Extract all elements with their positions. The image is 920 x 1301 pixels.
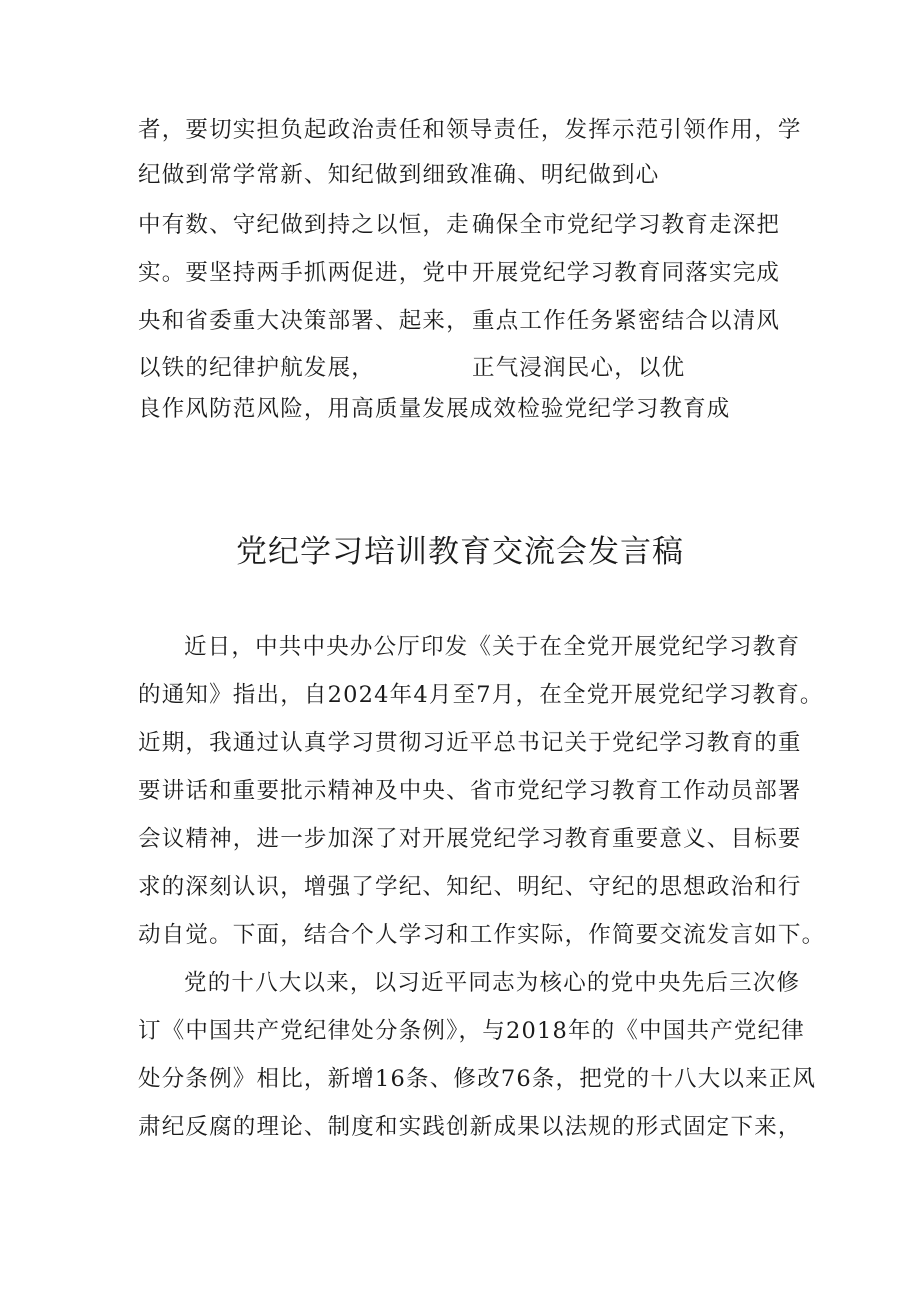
left-column-line: 中有数、守纪做到持之以恒，走 — [138, 212, 470, 238]
paragraph-line: 的通知》指出，自2024年4月至7月，在全党开展党纪学习教育。 — [138, 682, 824, 708]
right-column-line: 正气浸润民心，以优 — [472, 355, 686, 381]
paragraph-line: 动自觉。下面，结合个人学习和工作实际，作简要交流发言如下。 — [138, 922, 826, 948]
paragraph-line: 近日，中共中央办公厅印发《关于在全党开展党纪学习教育 — [184, 634, 801, 660]
paragraph-line: 肃纪反腐的理论、制度和实践创新成果以法规的形式固定下来， — [138, 1114, 802, 1140]
right-column-line: 确保全市党纪学习教育走深把 — [472, 212, 781, 238]
paragraph-line: 求的深刻认识，增强了学纪、知纪、明纪、守纪的思想政治和行 — [138, 874, 802, 900]
left-column-line: 央和省委重大决策部署、起来， — [138, 308, 470, 334]
right-column-line: 开展党纪学习教育同落实完成 — [472, 260, 781, 286]
paragraph-line: 订《中国共产党纪律处分条例》，与2018年的《中国共产党纪律 — [138, 1018, 806, 1044]
text-line: 纪做到常学常新、知纪做到细致准确、明纪做到心 — [138, 162, 660, 188]
right-column-line: 重点工作任务紧密结合以清风 — [472, 308, 781, 334]
text-line: 者，要切实担负起政治责任和领导责任，发挥示范引领作用，学 — [138, 117, 802, 143]
paragraph-line: 要讲话和重要批示精神及中央、省市党纪学习教育工作动员部署 — [138, 778, 802, 804]
paragraph-line: 党的十八大以来，以习近平同志为核心的党中央先后三次修 — [184, 970, 801, 996]
text-line: 良作风防范风险，用高质量发展成效检验党纪学习教育成 — [138, 396, 731, 422]
left-column-line: 以铁的纪律护航发展， — [138, 355, 376, 381]
paragraph-line: 会议精神，进一步加深了对开展党纪学习教育重要意义、目标要 — [138, 826, 802, 852]
paragraph-line: 处分条例》相比，新增16条、修改76条，把党的十八大以来正风 — [138, 1066, 817, 1092]
left-column-line: 实。要坚持两手抓两促进，党中 — [138, 260, 470, 286]
paragraph-line: 近期，我通过认真学习贯彻习近平总书记关于党纪学习教育的重 — [138, 730, 802, 756]
document-title: 党纪学习培训教育交流会发言稿 — [236, 534, 684, 570]
